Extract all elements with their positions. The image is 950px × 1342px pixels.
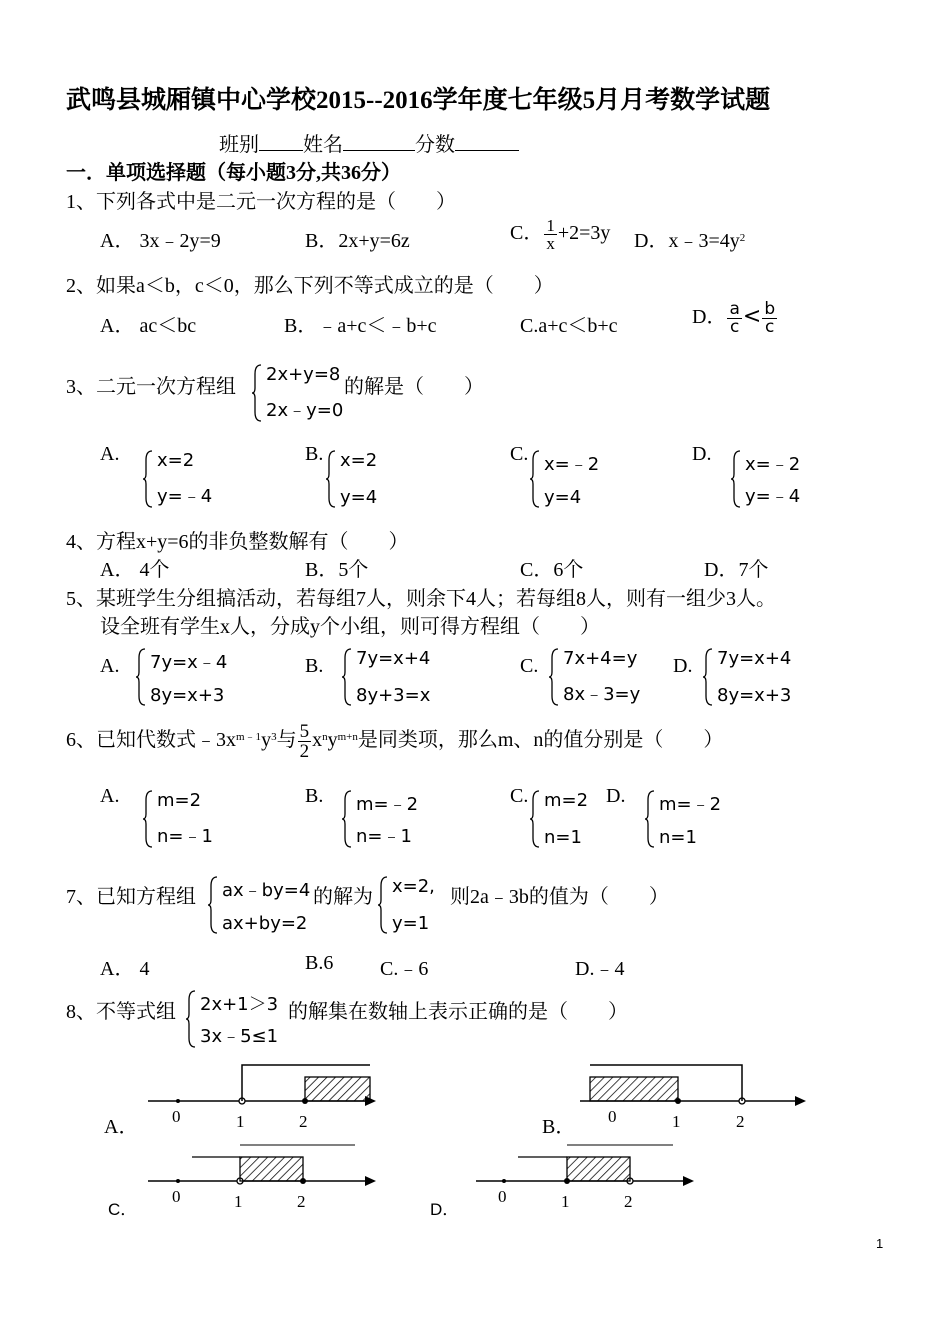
q8-option-d-label[interactable]: D． (430, 1200, 460, 1219)
name-label: 姓名 (303, 134, 343, 156)
brace-icon (342, 648, 352, 706)
question-5-line-1: 5、某班学生分组搞活动，若每组7人，则余下4人；若每组8人，则有一组少3人。 (66, 588, 776, 610)
section-heading: 一．单项选择题（每小题3分,共36分） (66, 162, 401, 184)
svg-text:2: 2 (299, 1112, 308, 1131)
question-6-stem: 6、已知代数式$﹣3x^{m﹣1}y^3$与 $\frac{5}{2}$ $x^ny^{m+n}$是同类项，那么m、n的值分别是（ ） (66, 721, 724, 762)
q6-option-a[interactable]: m=2 n=﹣1 (143, 790, 213, 848)
q8-number-line-a (140, 1060, 380, 1140)
q3-equation-system: 2x+y=8 2x﹣y=0 (252, 364, 343, 422)
brace-icon (530, 450, 540, 508)
question-1-stem: 1、下列各式中是二元一次方程的是（ ） (66, 191, 456, 213)
q3-option-a-label[interactable]: A. (100, 443, 120, 465)
question-3-stem-post: 的解是（ ） (344, 376, 484, 398)
q5-option-d[interactable]: 7y=x+4 8y=x+3 (703, 648, 791, 706)
svg-text:0: 0 (608, 1107, 617, 1126)
svg-text:2: 2 (624, 1192, 633, 1211)
q4-option-d[interactable]: D．7个 (704, 559, 769, 581)
svg-text:1: 1 (672, 1112, 681, 1131)
brace-icon (326, 450, 336, 508)
q3-option-a[interactable]: x=2 y=﹣4 (143, 450, 212, 508)
q2-option-a[interactable]: A． ac＜bc (100, 315, 197, 337)
brace-icon (530, 790, 540, 848)
q3-option-c-label[interactable]: C. (510, 443, 529, 465)
q1-option-a[interactable]: A． 3x﹣2y=9 (100, 230, 221, 252)
q6-option-c[interactable]: m=2 n=1 (530, 790, 588, 848)
question-7-stem-post: 则2a﹣3b的值为（ ） (450, 886, 669, 908)
q8-number-line-b (570, 1060, 810, 1140)
q4-option-b[interactable]: B．5个 (305, 559, 369, 581)
q8-option-c-label[interactable]: C． (108, 1200, 138, 1219)
q2-option-c[interactable]: C.a+c＜b+c (520, 315, 618, 337)
brace-icon (208, 876, 218, 934)
q5-option-a[interactable]: 7y=x﹣4 8y=x+3 (136, 648, 227, 706)
q4-option-a[interactable]: A． 4个 (100, 559, 170, 581)
svg-text:0: 0 (172, 1107, 181, 1126)
q5-option-b[interactable]: 7y=x+4 8y+3=x (342, 648, 430, 706)
brace-icon (252, 364, 262, 422)
question-3-stem-pre: 3、二元一次方程组 (66, 376, 236, 398)
q7-option-a[interactable]: A． 4 (100, 958, 150, 980)
q3-option-b[interactable]: x=2 y=4 (326, 450, 377, 508)
q7-solution-system: x=2, y=1 (378, 876, 435, 934)
q5-option-d-label[interactable]: D. (673, 655, 693, 677)
svg-text:0: 0 (172, 1187, 181, 1206)
fraction: $\frac{5}{2}$ (299, 721, 310, 762)
q8-number-line-d (468, 1140, 708, 1220)
q8-inequality-system: 2x+1＞3 3x﹣5≤1 (186, 990, 278, 1048)
svg-text:1: 1 (236, 1112, 245, 1131)
q7-option-b[interactable]: B.6 (305, 952, 334, 974)
class-blank[interactable] (259, 132, 303, 151)
brace-icon (378, 876, 388, 934)
q6-option-d-label[interactable]: D. (606, 785, 626, 807)
q1-option-d[interactable]: D．$x﹣3=4y^2$ (634, 230, 746, 252)
q2-option-d[interactable]: D． $\frac{a}{c}$ < $\frac{b}{c}$ (692, 298, 776, 337)
q6-option-b[interactable]: m=﹣2 n=﹣1 (342, 790, 418, 848)
q3-option-d-label[interactable]: D. (692, 443, 712, 465)
question-2-stem: 2、如果a＜b，c＜0，那么下列不等式成立的是（ ） (66, 275, 554, 297)
question-7-stem-pre: 7、已知方程组 (66, 886, 196, 908)
q7-equation-system: ax﹣by=4 ax+by=2 (208, 876, 310, 934)
q4-option-c[interactable]: C．6个 (520, 559, 584, 581)
q6-option-b-label[interactable]: B. (305, 785, 324, 807)
q1-option-b[interactable]: B．2x+y=6z (305, 230, 410, 252)
brace-icon (549, 648, 559, 706)
svg-text:1: 1 (234, 1192, 243, 1211)
q6-option-c-label[interactable]: C. (510, 785, 529, 807)
question-4-stem: 4、方程x+y=6的非负整数解有（ ） (66, 531, 409, 553)
q3-option-c[interactable]: x=﹣2 y=4 (530, 450, 599, 508)
question-8-stem-pre: 8、不等式组 (66, 1001, 176, 1023)
q5-option-c[interactable]: 7x+4=y 8x﹣3=y (549, 648, 640, 706)
question-5-line-2: 设全班有学生x人，分成y个小组，则可得方程组（ ） (100, 616, 600, 638)
q5-option-a-label[interactable]: A. (100, 655, 120, 677)
page-title: 武鸣县城厢镇中心学校2015--2016学年度七年级5月月考数学试题 (66, 87, 771, 114)
q5-option-c-label[interactable]: C. (520, 655, 539, 677)
fraction: $\frac{1}{x}$ (546, 215, 555, 253)
brace-icon (186, 990, 196, 1048)
q6-option-d[interactable]: m=﹣2 n=1 (645, 790, 721, 848)
q2-option-b[interactable]: B．﹣a+c＜﹣b+c (284, 315, 437, 337)
svg-text:1: 1 (561, 1192, 570, 1211)
q1-option-c[interactable]: C． $\frac{1}{x}$ +2=3y (510, 215, 611, 253)
brace-icon (645, 790, 655, 848)
class-label: 班别 (219, 134, 259, 156)
question-8-stem-post: 的解集在数轴上表示正确的是（ ） (288, 1001, 628, 1023)
brace-icon (136, 648, 146, 706)
brace-icon (143, 450, 153, 508)
q3-option-b-label[interactable]: B. (305, 443, 324, 465)
svg-text:2: 2 (736, 1112, 745, 1131)
student-info (219, 128, 519, 157)
svg-text:0: 0 (498, 1187, 507, 1206)
q5-option-b-label[interactable]: B. (305, 655, 324, 677)
brace-icon (143, 790, 153, 848)
q8-option-b-label[interactable]: B． (542, 1116, 576, 1138)
brace-icon (731, 450, 741, 508)
score-label: 分数 (415, 134, 455, 156)
q7-option-d[interactable]: D.﹣4 (575, 958, 625, 980)
q8-option-a-label[interactable]: A． (104, 1116, 139, 1138)
name-blank[interactable] (343, 132, 415, 151)
question-7-stem-mid: 的解为 (313, 886, 373, 908)
svg-text:2: 2 (297, 1192, 306, 1211)
brace-icon (342, 790, 352, 848)
page-number: 1 (876, 1236, 884, 1251)
brace-icon (703, 648, 713, 706)
q6-option-a-label[interactable]: A. (100, 785, 120, 807)
score-blank[interactable] (455, 132, 519, 151)
q8-number-line-c (140, 1140, 380, 1220)
q7-option-c[interactable]: C.﹣6 (380, 958, 429, 980)
q3-option-d[interactable]: x=﹣2 y=﹣4 (731, 450, 800, 508)
